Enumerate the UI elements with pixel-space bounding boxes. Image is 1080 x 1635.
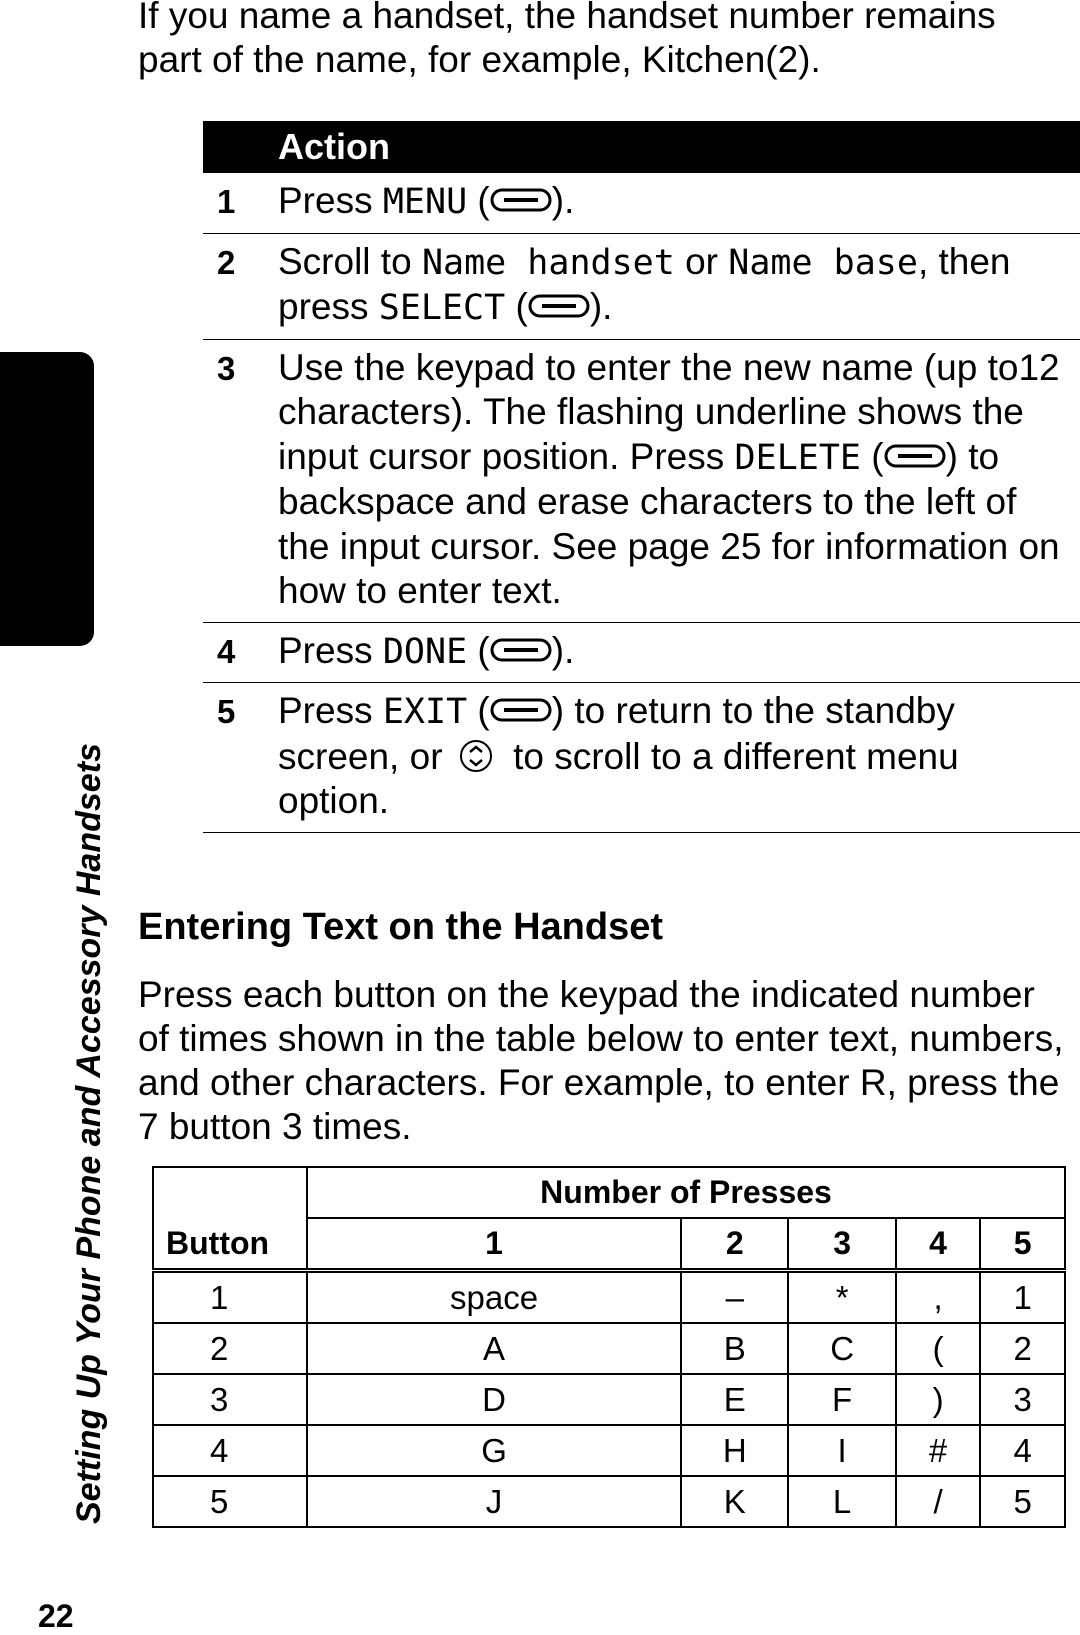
intro-paragraph: If you name a handset, the handset number remains part of the name, for example, Kitchen(2). (138, 0, 996, 80)
step-text (278, 689, 1068, 824)
table-cell: L (788, 1476, 895, 1527)
table-cell: ( (896, 1323, 981, 1374)
step-text-part: Press (278, 629, 383, 671)
step-text-part: Use the keypad to enter the new name (up to12 characters). The flashing underline shows the input cursor position. Press (278, 346, 1060, 477)
table-cell: 1 (153, 1271, 307, 1324)
table-cell: 2 (980, 1323, 1065, 1374)
presses-group-header: Number of Presses (307, 1167, 1065, 1218)
step-text-part: ). (551, 180, 575, 221)
softkey-label-menu: MENU (382, 182, 468, 222)
step-text-part: or (674, 240, 729, 282)
step-text-part: ). (551, 629, 575, 671)
table-cell: # (896, 1425, 981, 1476)
step-row (203, 683, 1080, 833)
menu-option-name-base: Name base (728, 242, 918, 283)
softkey-label-select: SELECT (378, 288, 506, 328)
softkey-icon (490, 698, 552, 722)
table-cell: F (788, 1374, 895, 1425)
step-number: 5 (217, 693, 236, 730)
table-cell: space (307, 1271, 681, 1324)
softkey-icon (528, 294, 590, 318)
press-count-header: 2 (681, 1218, 788, 1271)
softkey-icon (884, 444, 946, 468)
step-number: 3 (217, 349, 236, 387)
section-body: Press each button on the keypad the indicated number of times shown in the table below to enter text, numbers, and other characters. For example, to enter R, press the 7 button 3 times. (138, 974, 1064, 1147)
step-text-part: ( (860, 435, 884, 477)
table-cell: / (896, 1476, 981, 1527)
softkey-icon (490, 188, 552, 212)
step-text-part: ( (467, 629, 490, 671)
table-cell: G (307, 1425, 681, 1476)
table-cell: I (788, 1425, 895, 1476)
press-count-header: 5 (980, 1218, 1065, 1271)
step-number: 4 (217, 632, 236, 670)
table-cell: 4 (980, 1425, 1065, 1476)
table-cell: 3 (980, 1374, 1065, 1425)
step-text-part: Scroll to (278, 240, 422, 282)
step-row (203, 173, 1080, 234)
table-cell: 1 (980, 1271, 1065, 1324)
step-row (203, 340, 1080, 623)
softkey-label-done: DONE (382, 631, 468, 672)
step-text (278, 629, 1068, 675)
step-text (278, 240, 1068, 331)
step-number: 2 (217, 243, 236, 281)
table-cell: C (788, 1323, 895, 1374)
chapter-tab (0, 352, 94, 646)
step-text-part: ( (467, 690, 490, 731)
menu-option-name-handset: Name handset (421, 242, 675, 283)
steps-header (203, 121, 1080, 173)
step-text-part: Press (278, 690, 383, 731)
softkey-label-delete: DELETE (734, 437, 861, 478)
steps-table (203, 121, 1080, 833)
table-cell: A (307, 1323, 681, 1374)
table-cell: * (788, 1271, 895, 1324)
key-presses-table (152, 1166, 1066, 1528)
step-text-part: ( (505, 286, 528, 327)
table-cell: 5 (980, 1476, 1065, 1527)
table-cell: 4 (153, 1425, 307, 1476)
step-text-part: ( (467, 180, 490, 221)
step-text-part: to scroll to a different menu option. (278, 735, 959, 821)
scroll-up-down-icon (459, 739, 493, 773)
press-count-header: 4 (896, 1218, 981, 1271)
page-number: 22 (38, 1598, 74, 1634)
section-heading: Entering Text on the Handset (138, 906, 664, 948)
table-cell: K (681, 1476, 788, 1527)
table-cell: 3 (153, 1374, 307, 1425)
table-row (153, 1425, 1065, 1476)
table-row (153, 1271, 1065, 1324)
step-text-part: , then press (278, 240, 1011, 327)
step-row (203, 234, 1080, 340)
step-text-part: Press (278, 180, 383, 221)
table-cell: ) (896, 1374, 981, 1425)
step-text-part: ) to backspace and erase characters to the left of the input cursor. See page 25 for information on how to enter text. (278, 435, 1060, 611)
table-cell: B (681, 1323, 788, 1374)
step-text-part: ). (589, 286, 613, 327)
step-text-part: ) to return to the standby screen, or (278, 690, 955, 777)
table-row (153, 1374, 1065, 1425)
table-cell: J (307, 1476, 681, 1527)
button-column-header: Button (153, 1167, 307, 1271)
table-row (153, 1323, 1065, 1374)
table-cell: D (307, 1374, 681, 1425)
table-cell: 2 (153, 1323, 307, 1374)
press-count-header: 1 (307, 1218, 681, 1271)
table-cell: – (681, 1271, 788, 1324)
chapter-label: Setting Up Your Phone and Accessory Handsets (70, 743, 108, 1524)
press-count-header: 3 (788, 1218, 895, 1271)
step-number: 1 (217, 183, 236, 220)
step-text (278, 179, 1068, 225)
table-row (153, 1476, 1065, 1527)
softkey-icon (490, 638, 552, 662)
step-text (278, 346, 1068, 614)
table-cell: , (896, 1271, 981, 1324)
softkey-label-exit: EXIT (382, 692, 468, 732)
table-cell: H (681, 1425, 788, 1476)
table-cell: E (681, 1374, 788, 1425)
step-row (203, 623, 1080, 684)
steps-header-label: Action (278, 126, 390, 167)
table-cell: 5 (153, 1476, 307, 1527)
